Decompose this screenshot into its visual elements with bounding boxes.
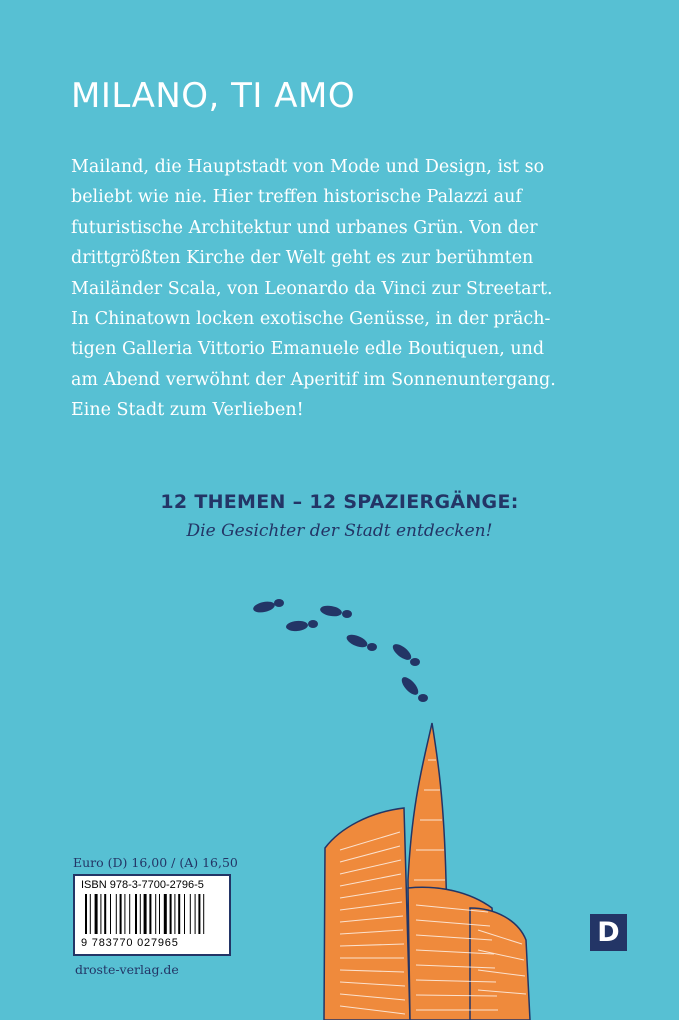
themes-heading: 12 THEMEN – 12 SPAZIERGÄNGE:	[160, 491, 519, 513]
blurb-line: In Chinatown locken exotische Genüsse, in der präch-	[71, 309, 551, 330]
skyscraper-icon	[324, 723, 530, 1020]
blurb-line: Mailänder Scala, von Leonardo da Vinci zur Streetart.	[71, 278, 553, 299]
publisher-logo: D	[590, 914, 627, 951]
price-label: Euro (D) 16,00 / (A) 16,50	[73, 855, 238, 870]
blurb-line: beliebt wie nie. Hier treffen historische Palazzi auf	[71, 187, 522, 208]
book-title: MILANO, TI AMO	[71, 76, 356, 116]
barcode-digits: 9 783770 027965	[81, 937, 179, 949]
blurb-line: Eine Stadt zum Verlieben!	[71, 400, 304, 421]
blurb-line: drittgrößten Kirche der Welt geht es zur berühmten	[71, 248, 534, 269]
isbn-label: ISBN 978-3-7700-2796-5	[81, 879, 204, 891]
themes-subtitle: Die Gesichter der Stadt entdecken!	[186, 521, 493, 541]
footprints-icon	[252, 599, 428, 702]
barcode-icon	[79, 894, 225, 936]
blurb-line: futuristische Architektur und urbanes Grün. Von der	[71, 217, 538, 238]
blurb-line: tigen Galleria Vittorio Emanuele edle Boutiquen, und	[71, 339, 545, 360]
blurb-line: am Abend verwöhnt der Aperitif im Sonnenuntergang.	[71, 369, 556, 390]
blurb-line: Mailand, die Hauptstadt von Mode und Design, ist so	[71, 157, 545, 177]
barcode-box	[73, 874, 231, 956]
publisher-website: droste-verlag.de	[75, 962, 179, 977]
